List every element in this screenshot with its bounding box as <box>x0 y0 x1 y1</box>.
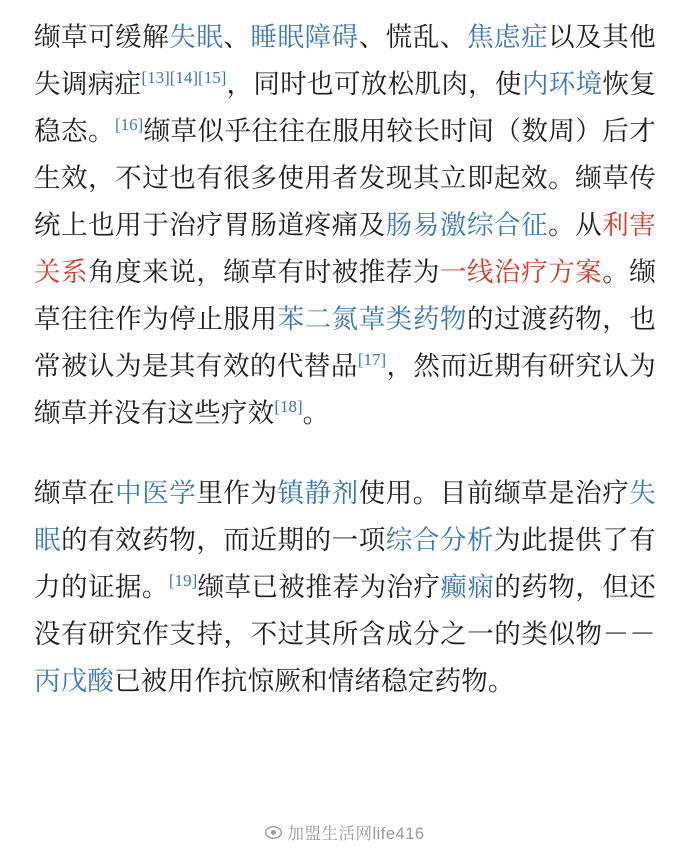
text-run: 缬草可缓解 <box>34 22 170 52</box>
text-run: 。 <box>302 398 330 428</box>
text-run: 缬草在 <box>34 478 116 508</box>
paragraph-1 <box>34 14 656 437</box>
text-run: 缬草已被推荐为治疗 <box>197 572 441 602</box>
text-run: ，同时也可放松肌肉，使 <box>226 69 522 99</box>
article-link[interactable]: 失眠 <box>34 478 656 555</box>
text-run: ，然而近期有研究认为缬草并没有这些疗效 <box>34 351 657 428</box>
article-link[interactable]: 镇静剂 <box>277 478 359 508</box>
paragraph-2 <box>34 470 656 705</box>
text-run: 、慌乱、 <box>358 22 467 52</box>
text-run: 里作为 <box>196 478 278 508</box>
text-run: 角度来说，缬草有时被推荐为 <box>88 257 440 287</box>
text-run: 、 <box>223 22 251 52</box>
reference-marker[interactable]: [19] <box>168 571 198 591</box>
article-link[interactable]: 焦虑症 <box>466 22 549 52</box>
article-link[interactable]: 肠易激综合征 <box>385 210 549 240</box>
article-link[interactable]: 癫痫 <box>440 572 495 602</box>
text-run: 。缬草往往作为停止服用 <box>34 257 657 334</box>
reference-marker[interactable]: [18] <box>274 397 303 417</box>
reference-marker[interactable]: [16] <box>114 115 144 135</box>
watermark-text: 加盟生活网life416 <box>287 825 425 843</box>
article-body <box>34 14 656 705</box>
article-link-highlight[interactable]: 利害关系 <box>34 210 657 287</box>
text-run: 为此提供了有力的证据。 <box>34 525 656 602</box>
reference-marker[interactable]: [17] <box>357 350 387 370</box>
article-link-highlight[interactable]: 一线治疗方案 <box>439 257 603 287</box>
article-link[interactable]: 苯二氮䓬类药物 <box>277 304 467 334</box>
article-link[interactable]: 内环境 <box>521 69 603 99</box>
text-run: 的过渡药物，也常被认为是其有效的代替品 <box>34 304 656 381</box>
article-link[interactable]: 丙戊酸 <box>34 666 115 696</box>
text-run: 使用。目前缬草是治疗 <box>358 478 630 508</box>
text-run: 恢复稳态。 <box>34 69 656 146</box>
article-link[interactable]: 综合分析 <box>385 525 494 555</box>
article-link[interactable]: 中医学 <box>115 478 197 508</box>
text-run: 的有效药物，而近期的一项 <box>61 525 386 555</box>
reference-marker[interactable]: [13][14][15] <box>141 68 227 88</box>
text-run: 缬草似乎往往在服用较长时间（数周）后才生效，不过也有很多使用者发现其立即起效。缬草传统上也用于治疗胃肠道疼痛及 <box>34 116 656 240</box>
article-link[interactable]: 失眠 <box>169 22 224 52</box>
text-run: 的药物，但还没有研究作支持，不过其所含成分之一的类似物－－ <box>34 572 656 649</box>
article-link[interactable]: 睡眠障碍 <box>250 22 359 52</box>
text-run: 。从 <box>548 210 603 240</box>
text-run: 已被用作抗惊厥和情绪稳定药物。 <box>114 666 515 696</box>
text-run: 以及其他失调病症 <box>34 22 656 99</box>
weibo-icon <box>265 824 282 841</box>
watermark <box>0 820 690 844</box>
